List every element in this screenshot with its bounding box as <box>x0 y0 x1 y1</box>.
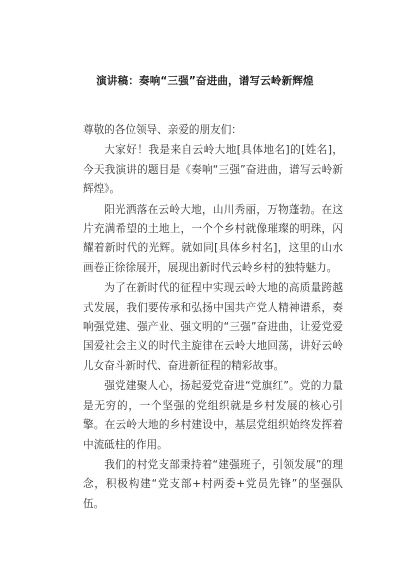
paragraph-intro: 大家好！我是来自云岭大地[具体地名]的[姓名]，今天我演讲的题目是《奏响“三强”奋进曲，谱写云岭新辉煌》。 <box>83 144 343 196</box>
document-title: 演讲稿：奏响“三强”奋进曲，谱写云岭新辉煌 <box>96 75 314 87</box>
paragraph-scenery: 阳光洒落在云岭大地，山川秀丽，万物蓬勃。在这片充满希望的土地上，一个个乡村就像璀璨的明珠，闪耀着新时代的光辉。就如同[具体乡村名]，这里的山水画卷正徐徐展开，展现出新时代云岭乡村的独特魅力。 <box>83 203 343 274</box>
paragraph-three-strengths: 为了在新时代的征程中实现云岭大地的高质量跨越式发展，我们要传承和弘扬中国共产党人精神谱系，奏响强党建、强产业、强文明的“三强”奋进曲，让爱党爱国爱社会主义的时代主旋律在云岭大地回荡，讲好云岭儿女奋斗新时代、奋进新征程的精彩故事。 <box>83 282 343 372</box>
greeting: 尊敬的各位领导、亲爱的朋友们： <box>83 124 242 136</box>
document-body <box>83 121 343 514</box>
paragraph-village-branch: 我们的村党支部秉持着“建强班子，引领发展”的理念，积极构建“党支部+村两委+党员先锋”的坚强队伍。 <box>83 458 343 510</box>
paragraph-party-building: 强党建聚人心，扬起爱党奋进“党旗红”。党的力量是无穷的，一个坚强的党组织就是乡村发展的核心引擎。在云岭大地的乡村建设中，基层党组织始终发挥着中流砥柱的作用。 <box>83 380 343 451</box>
